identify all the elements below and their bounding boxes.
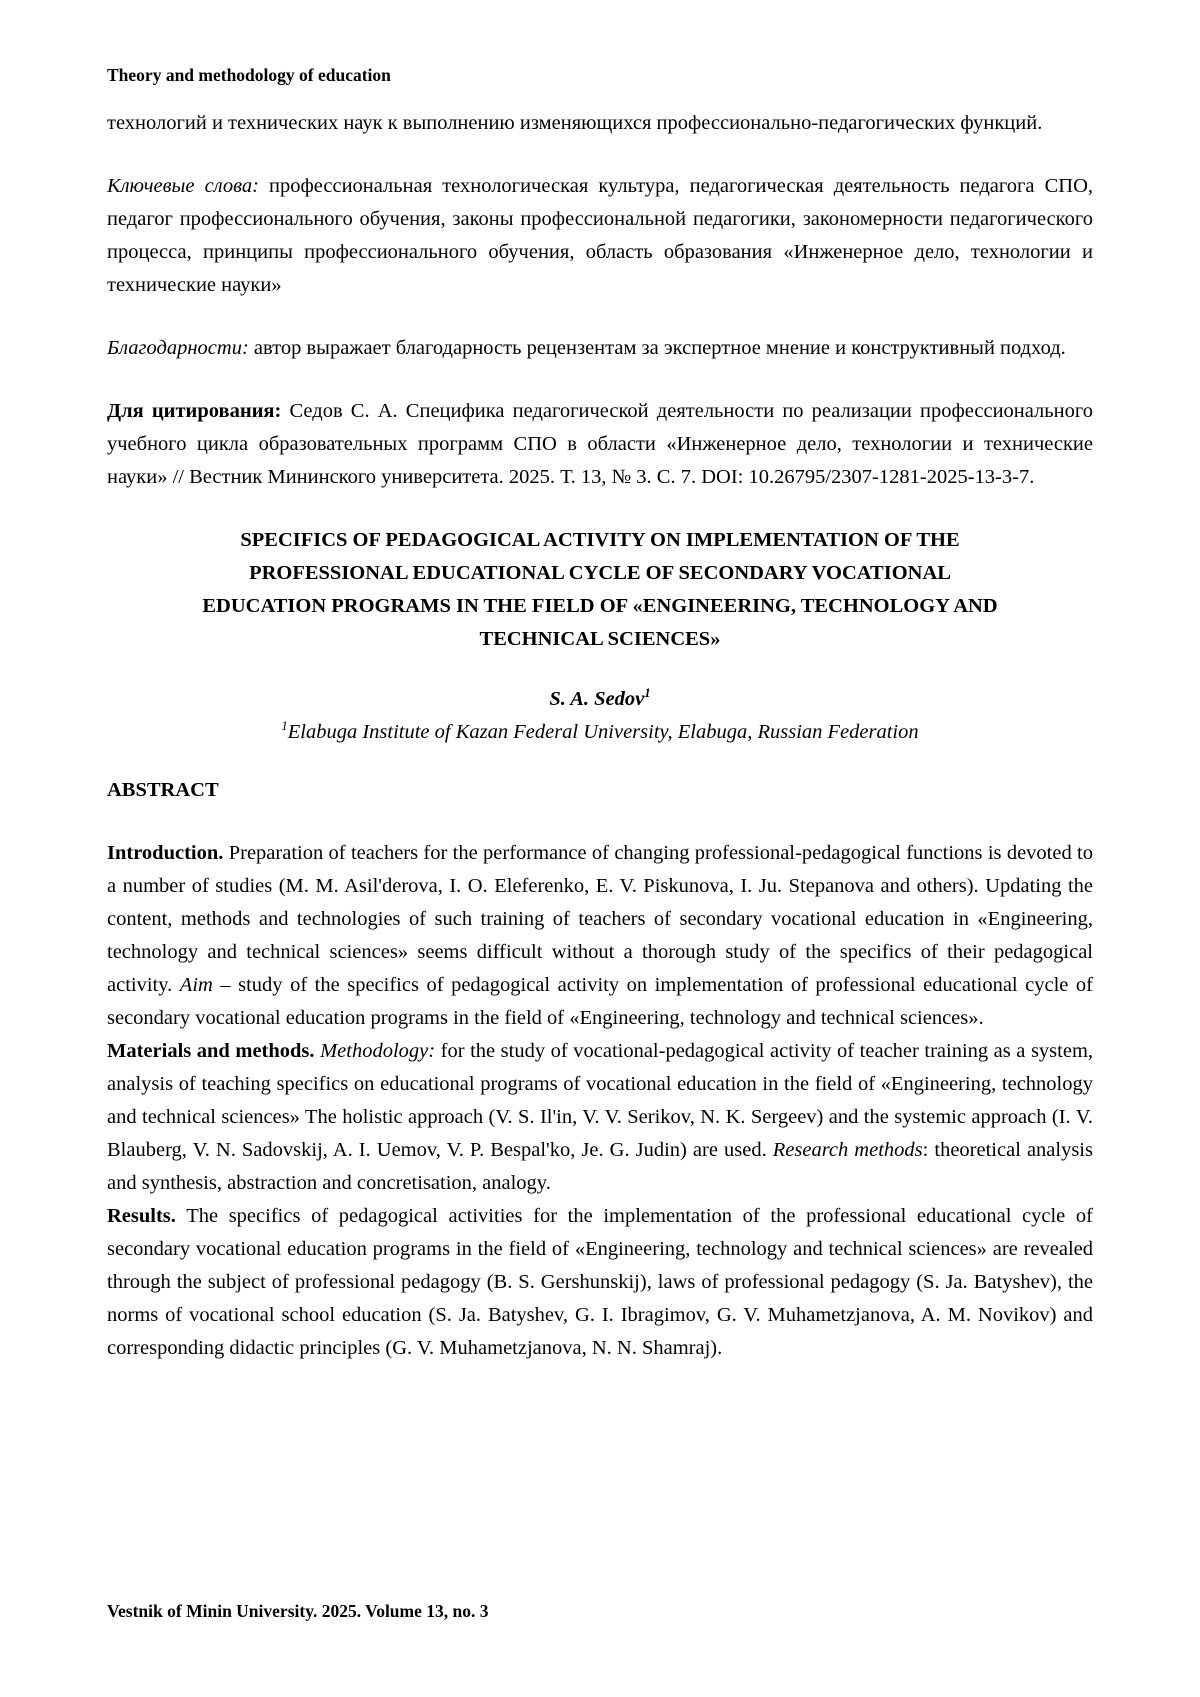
text-segment: автор выражает благодарность рецензентам за экспертное мнение и конструктивный подход.: [248, 337, 1066, 359]
abstract-heading: ABSTRACT: [107, 779, 219, 801]
text-segment: Ключевые слова:: [107, 175, 259, 197]
author-name: [107, 683, 1093, 716]
text-segment: – study of the specifics of pedagogical activity on implementation of professional educational cycle of secondary vocational education programs in the field of «Engineering, technology and technical sciences».: [107, 974, 1093, 1029]
author-affiliation: [107, 716, 1093, 749]
article-title-en: [107, 524, 1093, 656]
text-segment: Aim: [179, 974, 213, 996]
continuation-paragraph: технологий и технических наук к выполнению изменяющихся профессионально-педагогических функций.: [107, 112, 1043, 134]
citation-paragraph: [107, 395, 1093, 494]
text-segment: Благодарности:: [107, 337, 249, 359]
acknowledgments-paragraph: [107, 332, 1093, 365]
abstract-results-paragraph: [107, 1200, 1093, 1365]
text-segment: The specifics of pedagogical activities for the implementation of the professional educational cycle of secondary vocational education programs in the field of «Engineering, technology and technical sciences» are revealed through the subject of professional pedagogy (B. S. Gershunskij), laws of professional pedagogy (S. Ja. Batyshev), the norms of vocational school education (S. Ja. Batyshev, G. I. Ibragimov, G. V. Muhametzjanova, A. M. Novikov) and corresponding didactic principles (G. V. Muhametzjanova, N. N. Shamraj).: [107, 1205, 1093, 1359]
article-title-line: TECHNICAL SCIENCES»: [479, 628, 721, 650]
text-segment: Preparation of teachers for the performance of changing professional-pedagogical functions is devoted to a number of studies (M. M. Asil'derova, I. O. Eleferenko, E. V. Piskunova, I. Ju. Stepanova and others). Updating the content, methods and technologies of such training of teachers of secondary vocational education in «Engineering, technology and technical sciences» seems difficult without a thorough study of the specifics of their pedagogical activity.: [107, 842, 1093, 996]
text-segment: Materials and methods.: [107, 1040, 315, 1062]
text-segment: Results.: [107, 1205, 176, 1227]
abstract-materials-paragraph: [107, 1035, 1093, 1200]
text-segment: Research methods: [772, 1139, 923, 1161]
text-segment: : theoretical analysis and synthesis, abstraction and concretisation, analogy.: [107, 1139, 1093, 1194]
article-title-line: SPECIFICS OF PEDAGOGICAL ACTIVITY ON IMPLEMENTATION OF THE: [240, 529, 960, 551]
running-footer: Vestnik of Minin University. 2025. Volume 13, no. 3: [107, 1601, 489, 1621]
abstract-introduction-paragraph: [107, 837, 1093, 1035]
article-title-line: PROFESSIONAL EDUCATIONAL CYCLE OF SECONDARY VOCATIONAL: [249, 562, 951, 584]
text-segment: Для цитирования:: [107, 400, 282, 422]
text-segment: 1: [281, 719, 288, 734]
text-segment: профессиональная технологическая культура, педагогическая деятельность педагога СПО, педагог профессионального обучения, законы профессиональной педагогики, закономерности педагогического процесса, принципы профессионального обучения, область образования «Инженерное дело, технологии и технические науки»: [107, 175, 1094, 296]
text-segment: for the study of vocational-pedagogical activity of teacher training as a system, analysis of teaching specifics on educational programs of vocational education in the field of «Engineering, technology and technical sciences» The holistic approach (V. S. Il'in, V. V. Serikov, N. K. Sergeev) and the systemic approach (I. V. Blauberg, V. N. Sadovskij, A. I. Uemov, V. P. Bespal'ko, Je. G. Judin) are used.: [107, 1040, 1094, 1161]
article-title-line: EDUCATION PROGRAMS IN THE FIELD OF «ENGINEERING, TECHNOLOGY AND: [202, 595, 998, 617]
text-segment: Introduction.: [107, 842, 224, 864]
text-segment: Methodology:: [314, 1040, 436, 1062]
keywords-paragraph: [107, 170, 1093, 302]
running-header: Theory and methodology of education: [107, 65, 391, 85]
text-segment: Седов С. А. Специфика педагогической деятельности по реализации профессионального учебного цикла образовательных программ СПО в области «Инженерное дело, технологии и технические науки» // Вестник Мининского университета. 2025. Т. 13, № 3. С. 7. DOI: 10.26795/2307-1281-2025-13-3-7.: [107, 400, 1094, 488]
text-segment: Elabuga Institute of Kazan Federal University, Elabuga, Russian Federation: [287, 721, 919, 743]
text-segment: 1: [644, 686, 651, 701]
text-segment: S. A. Sedov: [549, 688, 645, 710]
